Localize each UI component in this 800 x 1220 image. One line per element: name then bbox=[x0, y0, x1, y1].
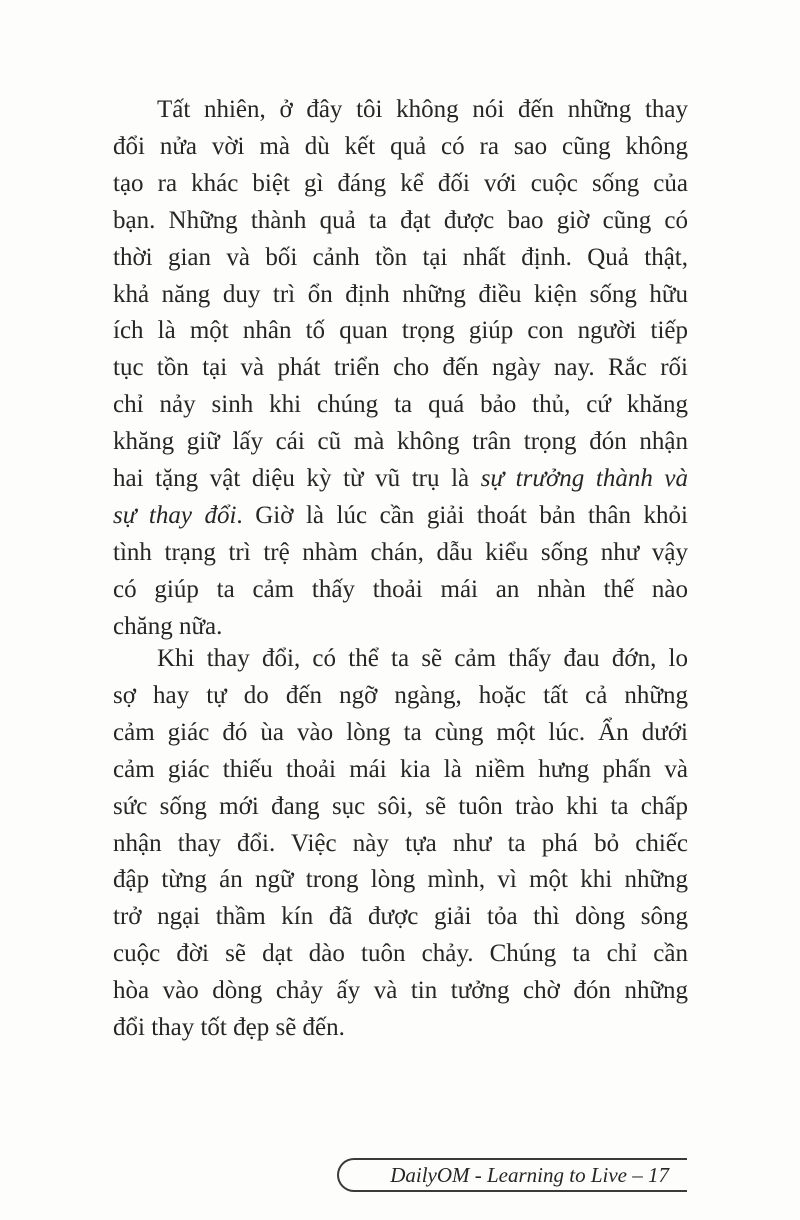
paragraph-2 bbox=[113, 641, 688, 1047]
paragraph-line: khả năng duy trì ổn định những điều kiện sống hữu bbox=[113, 280, 688, 308]
paragraph-line bbox=[113, 461, 688, 498]
paragraph-line: chăng nữa. bbox=[113, 612, 223, 640]
paragraph-line bbox=[113, 498, 688, 535]
paragraph-line: khăng giữ lấy cái cũ mà không trân trọng đón nhận bbox=[113, 428, 688, 456]
paragraph-line: Tất nhiên, ở đây tôi không nói đến những thay bbox=[157, 96, 688, 123]
paragraph-line: nhận thay đổi. Việc này tựa như ta phá bỏ chiếc bbox=[113, 829, 688, 857]
page-footer bbox=[337, 1158, 687, 1192]
paragraph-line: cảm giác đó ùa vào lòng ta cùng một lúc. Ẩn dưới bbox=[113, 718, 688, 746]
paragraph-line: chỉ nảy sinh khi chúng ta quá bảo thủ, cứ khăng bbox=[113, 391, 688, 419]
paragraph-1 bbox=[113, 92, 688, 646]
paragraph-line: có giúp ta cảm thấy thoải mái an nhàn thế nào bbox=[113, 575, 688, 603]
line-text: hai tặng vật diệu kỳ từ vũ trụ là bbox=[113, 465, 481, 493]
paragraph-line: cuộc đời sẽ dạt dào tuôn chảy. Chúng ta chỉ cần bbox=[113, 940, 688, 968]
paragraph-line: sợ hay tự do đến ngỡ ngàng, hoặc tất cả những bbox=[113, 681, 688, 709]
paragraph-line: cảm giác thiếu thoải mái kia là niềm hưng phấn và bbox=[113, 755, 688, 783]
italic-phrase: sự thay đổi bbox=[113, 501, 237, 529]
italic-phrase: sự trưởng thành và bbox=[480, 465, 689, 493]
paragraph-line: đổi nửa vời mà dù kết quả có ra sao cũng không bbox=[113, 132, 688, 160]
paragraph-line: trở ngại thầm kín đã được giải tỏa thì dòng sông bbox=[113, 903, 688, 931]
paragraph-line: sức sống mới đang sục sôi, sẽ tuôn trào khi ta chấp bbox=[113, 792, 688, 820]
paragraph-line: ích là một nhân tố quan trọng giúp con người tiếp bbox=[113, 317, 688, 345]
footer-page-label: DailyOM - Learning to Live – 17 bbox=[390, 1162, 669, 1187]
paragraph-line: thời gian và bối cảnh tồn tại nhất định. Quả thật, bbox=[113, 243, 688, 271]
paragraph-line: tục tồn tại và phát triển cho đến ngày nay. Rắc rối bbox=[113, 354, 688, 382]
line-text: . Giờ là lúc cần giải thoát bản thân khỏi bbox=[236, 501, 688, 529]
paragraph-line: bạn. Những thành quả ta đạt được bao giờ cũng có bbox=[113, 206, 688, 234]
paragraph-line: Khi thay đổi, có thể ta sẽ cảm thấy đau đớn, lo bbox=[157, 645, 688, 672]
paragraph-line: đổi thay tốt đẹp sẽ đến. bbox=[113, 1014, 345, 1042]
paragraph-line: đập từng án ngữ trong lòng mình, vì một khi những bbox=[113, 866, 688, 894]
paragraph-line: tạo ra khác biệt gì đáng kể đối với cuộc sống của bbox=[113, 169, 688, 197]
paragraph-line: hòa vào dòng chảy ấy và tin tưởng chờ đón những bbox=[113, 977, 688, 1005]
paragraph-line: tình trạng trì trệ nhàm chán, dẫu kiểu sống như vậy bbox=[113, 538, 688, 566]
